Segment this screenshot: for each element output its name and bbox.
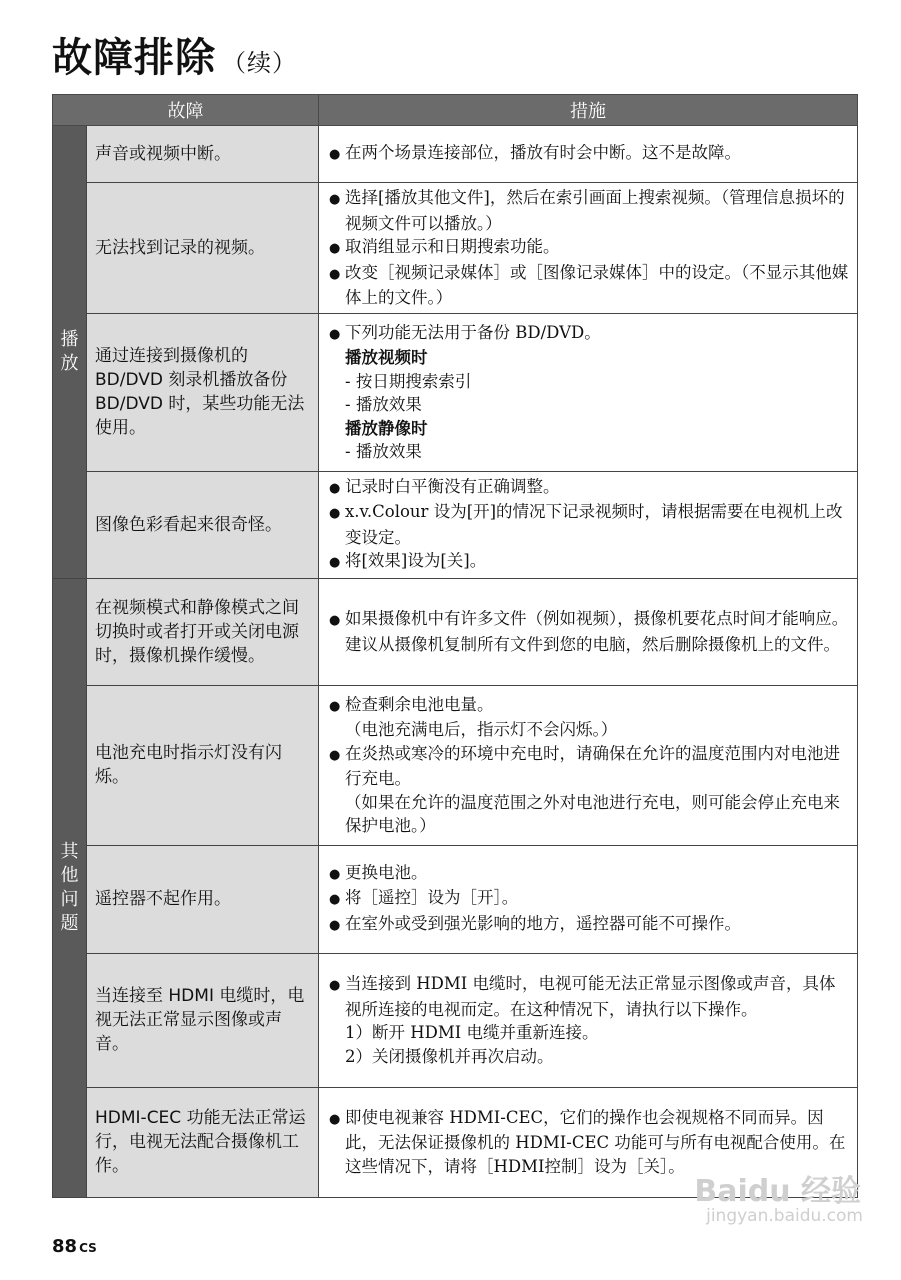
- indent-text: （如果在允许的温度范围之外对电池进行充电，则可能会停止充电来保护电池。）: [345, 792, 840, 835]
- table-row: [53, 183, 858, 314]
- title-sub: （续）: [222, 49, 297, 77]
- indent-text: - 播放效果: [345, 442, 422, 461]
- fault-cell: 在视频模式和静像模式之间切换时或者打开或关闭电源时，摄像机操作缓慢。: [87, 578, 319, 685]
- title-main: 故障排除: [52, 35, 216, 81]
- page-title: [52, 26, 297, 83]
- action-cell: [319, 183, 858, 314]
- table-row: [53, 126, 858, 183]
- action-cell: [319, 953, 858, 1087]
- watermark-logo: Baidu 经验: [694, 1174, 861, 1209]
- indent-text: 2）关闭摄像机并再次启动。: [345, 1046, 554, 1066]
- action-cell: [319, 126, 858, 183]
- bullet-item: ● 改变［视频记录媒体］或［图像记录媒体］中的设定。（不显示其他媒体上的文件。）: [329, 261, 849, 310]
- action-cell: [319, 578, 858, 685]
- bullet-item: ● 当连接到 HDMI 电缆时，电视可能无法正常显示图像或声音，具体视所连接的电视而定。在这种情况下，请执行以下操作。: [329, 972, 849, 1021]
- fault-cell: 电池充电时指示灯没有闪烁。: [87, 685, 319, 845]
- table-header-row: [53, 95, 858, 126]
- bullet-item: ● 在室外或受到强光影响的地方，遥控器可能不可操作。: [329, 912, 849, 938]
- fault-cell: 当连接至 HDMI 电缆时，电视无法正常显示图像或声音。: [87, 953, 319, 1087]
- fault-cell: 遥控器不起作用。: [87, 845, 319, 953]
- table-row: [53, 845, 858, 953]
- header-action: 措施: [319, 95, 858, 126]
- bullet-item: ● 将［遥控］设为［开］。: [329, 886, 849, 912]
- category-playback: 播放: [53, 126, 87, 579]
- bullet-item: ● 在炎热或寒冷的环境中充电时，请确保在允许的温度范围内对电池进行充电。: [329, 742, 849, 791]
- bullet-item: ● 更换电池。: [329, 861, 849, 887]
- fault-cell: HDMI-CEC 功能无法正常运行，电视无法配合摄像机工作。: [87, 1087, 319, 1197]
- table-row: [53, 685, 858, 845]
- header-fault: 故障: [53, 95, 319, 126]
- fault-cell: 图像色彩看起来很奇怪。: [87, 471, 319, 578]
- bullet-item: ● 即使电视兼容 HDMI-CEC，它们的操作也会视规格不同而异。因此，无法保证摄像机的 HDMI-CEC 功能可与所有电视配合使用。在这些情况下，请将［HDMI控制］设为［关］。: [329, 1106, 849, 1179]
- indent-text: （电池充满电后，指示灯不会闪烁。）: [345, 720, 618, 739]
- bullet-item: ● 在两个场景连接部位，播放有时会中断。这不是故障。: [329, 141, 849, 167]
- action-cell: [319, 685, 858, 845]
- fault-cell: 声音或视频中断。: [87, 126, 319, 183]
- table-row: [53, 578, 858, 685]
- bullet-item: ● 选择[播放其他文件]，然后在索引画面上搜索视频。（管理信息损坏的视频文件可以播放。）: [329, 186, 849, 235]
- table-row: [53, 953, 858, 1087]
- bullet-item: ● 取消组显示和日期搜索功能。: [329, 235, 849, 261]
- fault-cell: 通过连接到摄像机的BD/DVD 刻录机播放备份 BD/DVD 时，某些功能无法使用。: [87, 313, 319, 471]
- action-cell: [319, 471, 858, 578]
- bullet-item: ● 检查剩余电池电量。: [329, 693, 849, 719]
- bullet-item: ● 如果摄像机中有许多文件（例如视频），摄像机要花点时间才能响应。建议从摄像机复制所有文件到您的电脑，然后删除摄像机上的文件。: [329, 607, 849, 656]
- bullet-item: ● 将[效果]设为[关]。: [329, 549, 849, 575]
- troubleshooting-table: [52, 94, 858, 1198]
- action-cell: [319, 845, 858, 953]
- sub-heading: 播放视频时: [345, 348, 428, 367]
- bullet-item: ● 下列功能无法用于备份 BD/DVD。: [329, 321, 849, 347]
- indent-text: - 按日期搜索索引: [345, 371, 472, 391]
- table-row: [53, 313, 858, 471]
- sub-heading: 播放静像时: [345, 418, 428, 438]
- fault-cell: 无法找到记录的视频。: [87, 183, 319, 314]
- watermark-url: jingyan.baidu.com: [706, 1206, 863, 1226]
- page-number: 88 CS: [52, 1236, 97, 1257]
- indent-text: - 播放效果: [345, 395, 422, 414]
- category-other: 其他问题: [53, 578, 87, 1197]
- table-row: [53, 471, 858, 578]
- bullet-item: ● x.v.Colour 设为[开]的情况下记录视频时，请根据需要在电视机上改变设定。: [329, 500, 849, 549]
- action-cell: [319, 313, 858, 471]
- indent-text: 1）断开 HDMI 电缆并重新连接。: [345, 1023, 599, 1042]
- bullet-item: ● 记录时白平衡没有正确调整。: [329, 475, 849, 501]
